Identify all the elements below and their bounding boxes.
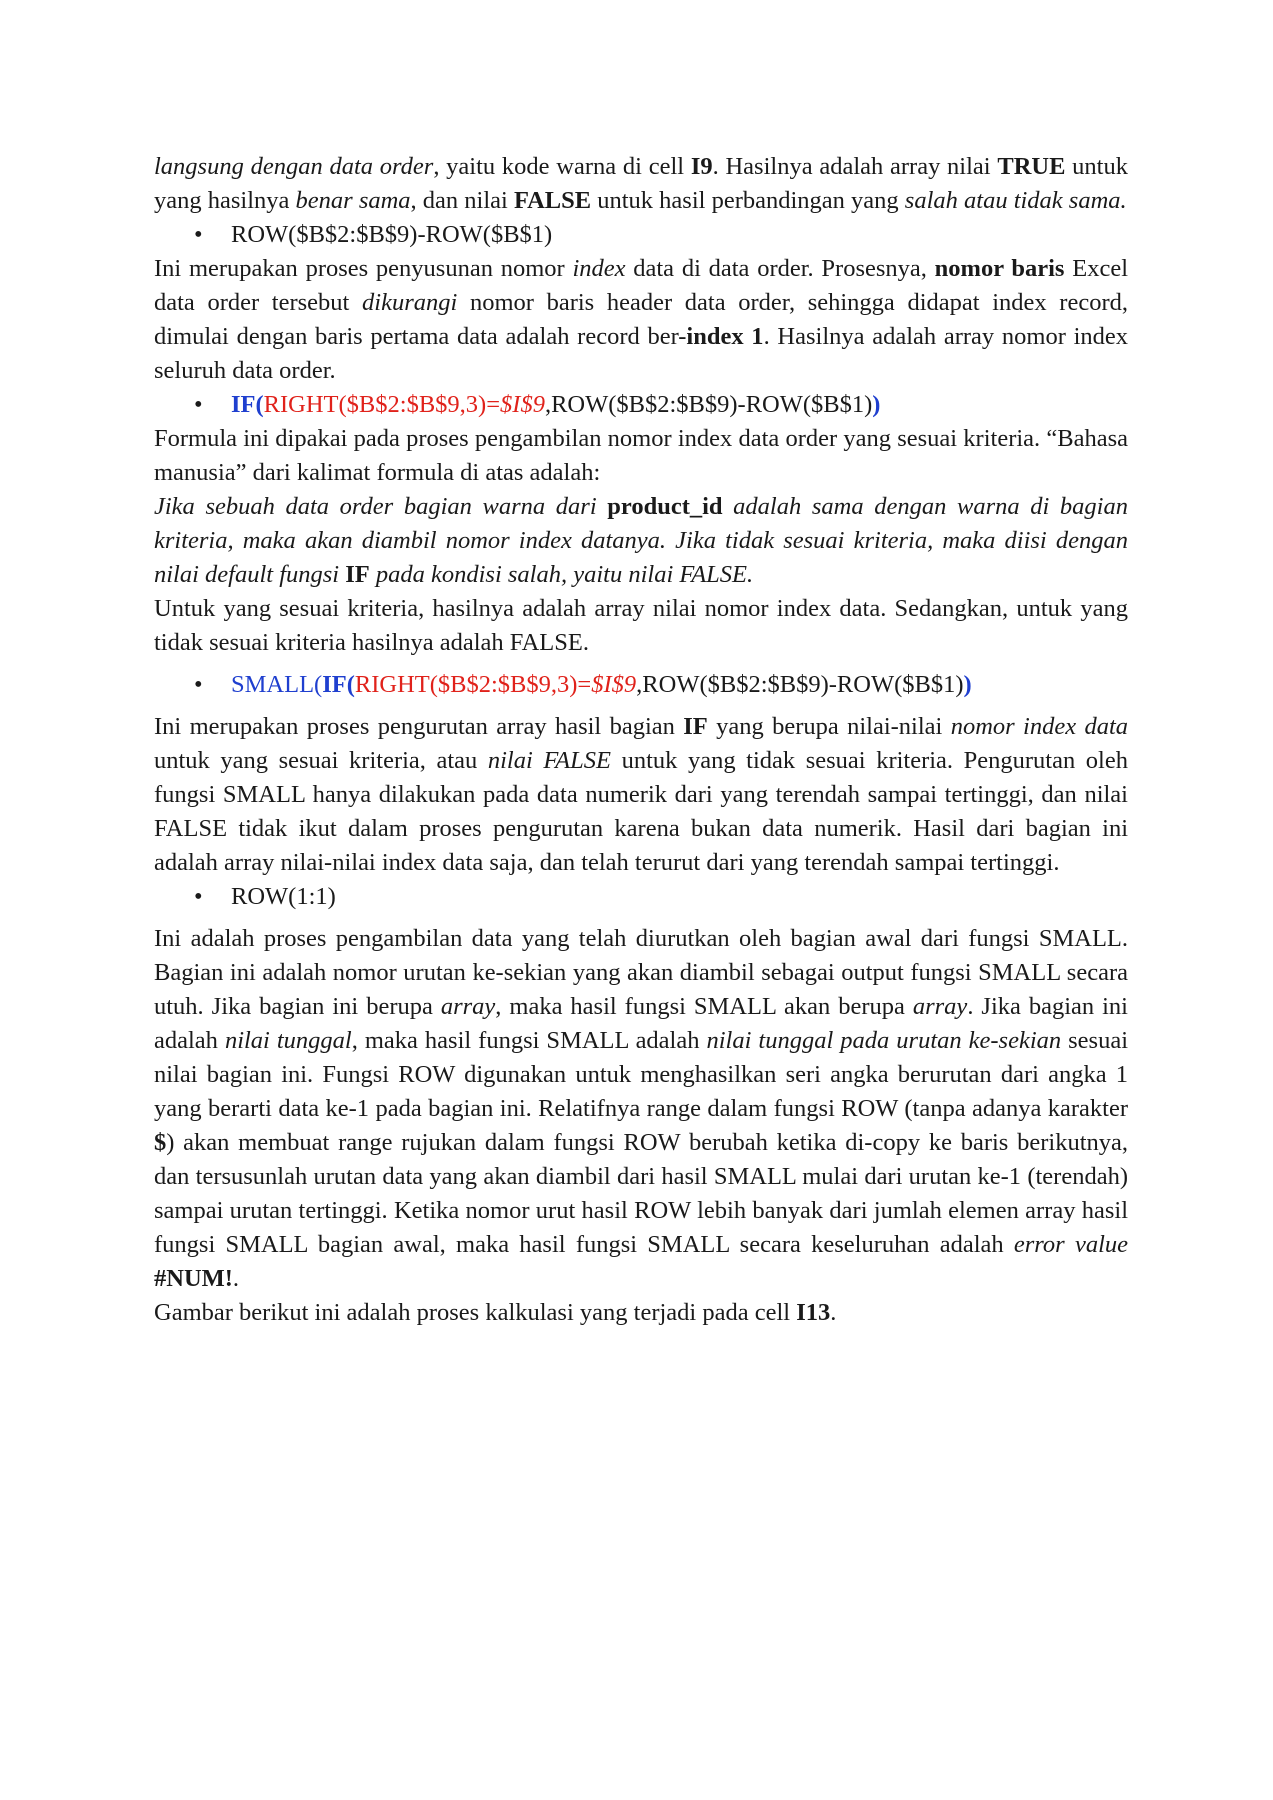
bullet-if-formula: • IF(RIGHT($B$2:$B$9,3)=$I$9,ROW($B$2:$B$9)-ROW($B$1)) xyxy=(154,388,1128,422)
paragraph-if-explanation: Formula ini dipakai pada proses pengambilan nomor index data order yang sesuai kriteria. “Bahasa manusia” dari kalimat formula di atas adalah: xyxy=(154,425,1128,486)
bullet-icon: • xyxy=(194,391,203,418)
paragraph-row-explanation: Ini adalah proses pengambilan data yang telah diurutkan oleh bagian awal dari fungsi SMALL. Bagian ini adalah nomor urutan ke-sekian yang akan diambil sebagai output fungsi SMALL secara utuh. Jika bagian ini berupa array, maka hasil fungsi SMALL akan berupa array. Jika bagian ini adalah nilai tunggal, maka hasil fungsi SMALL adalah nilai tunggal pada urutan ke-sekian sesuai nilai bagian ini. Fungsi ROW digunakan untuk menghasilkan seri angka berurutan dari angka 1 yang berarti data ke-1 pada bagian ini. Relatifnya range dalam fungsi ROW (tanpa adanya karakter $) akan membuat range rujukan dalam fungsi ROW berubah ketika di-copy ke baris berikutnya, dan tersusunlah urutan data yang akan diambil dari hasil SMALL mulai dari urutan ke-1 (terendah) sampai urutan tertinggi. Ketika nomor urut hasil ROW lebih banyak dari jumlah elemen array hasil fungsi SMALL bagian awal, maka hasil fungsi SMALL secara keseluruhan adalah error value #NUM!. xyxy=(154,925,1129,1292)
paragraph-comparison-result: langsung dengan data order, yaitu kode warna di cell I9. Hasilnya adalah array nilai TRUE untuk yang hasilnya benar sama, dan nilai FALSE untuk hasil perbandingan yang salah atau tidak sama. xyxy=(154,153,1128,214)
bullet-icon: • xyxy=(194,221,203,248)
bullet-row-formula: • ROW(1:1) xyxy=(154,880,1128,914)
paragraph-index-explanation: Ini merupakan proses penyusunan nomor index data di data order. Prosesnya, nomor baris Excel data order tersebut dikurangi nomor baris header data order, sehingga didapat index record, dimulai dengan baris pertama data adalah record ber-index 1. Hasilnya adalah array nomor index seluruh data order. xyxy=(154,255,1129,384)
bullet-small-formula: • SMALL(IF(RIGHT($B$2:$B$9,3)=$I$9,ROW($B$2:$B$9)-ROW($B$1)) xyxy=(154,668,1128,702)
paragraph-small-explanation: Ini merupakan proses pengurutan array hasil bagian IF yang berupa nilai-nilai nomor index data untuk yang sesuai kriteria, atau nilai FALSE untuk yang tidak sesuai kriteria. Pengurutan oleh fungsi SMALL hanya dilakukan pada data numerik dari yang terendah sampai tertinggi, dan nilai FALSE tidak ikut dalam proses pengurutan karena bukan data numerik. Hasil dari bagian ini adalah array nilai-nilai index data saja, dan telah terurut dari yang terendah sampai tertinggi. xyxy=(154,713,1129,876)
bullet-icon: • xyxy=(194,883,203,910)
paragraph-if-result: Untuk yang sesuai kriteria, hasilnya adalah array nilai nomor index data. Sedangkan, untuk yang tidak sesuai kriteria hasilnya adalah FALSE. xyxy=(154,595,1128,656)
bullet-icon: • xyxy=(194,671,203,698)
paragraph-human-language: Jika sebuah data order bagian warna dari product_id adalah sama dengan warna di bagian kriteria, maka akan diambil nomor index datanya. Jika tidak sesuai kriteria, maka diisi dengan nilai default fungsi IF pada kondisi salah, yaitu nilai FALSE. xyxy=(154,493,1128,588)
paragraph-figure-intro: Gambar berikut ini adalah proses kalkulasi yang terjadi pada cell I13. xyxy=(154,1299,837,1326)
bullet-row-index-formula: • ROW($B$2:$B$9)-ROW($B$1) xyxy=(154,218,1128,252)
